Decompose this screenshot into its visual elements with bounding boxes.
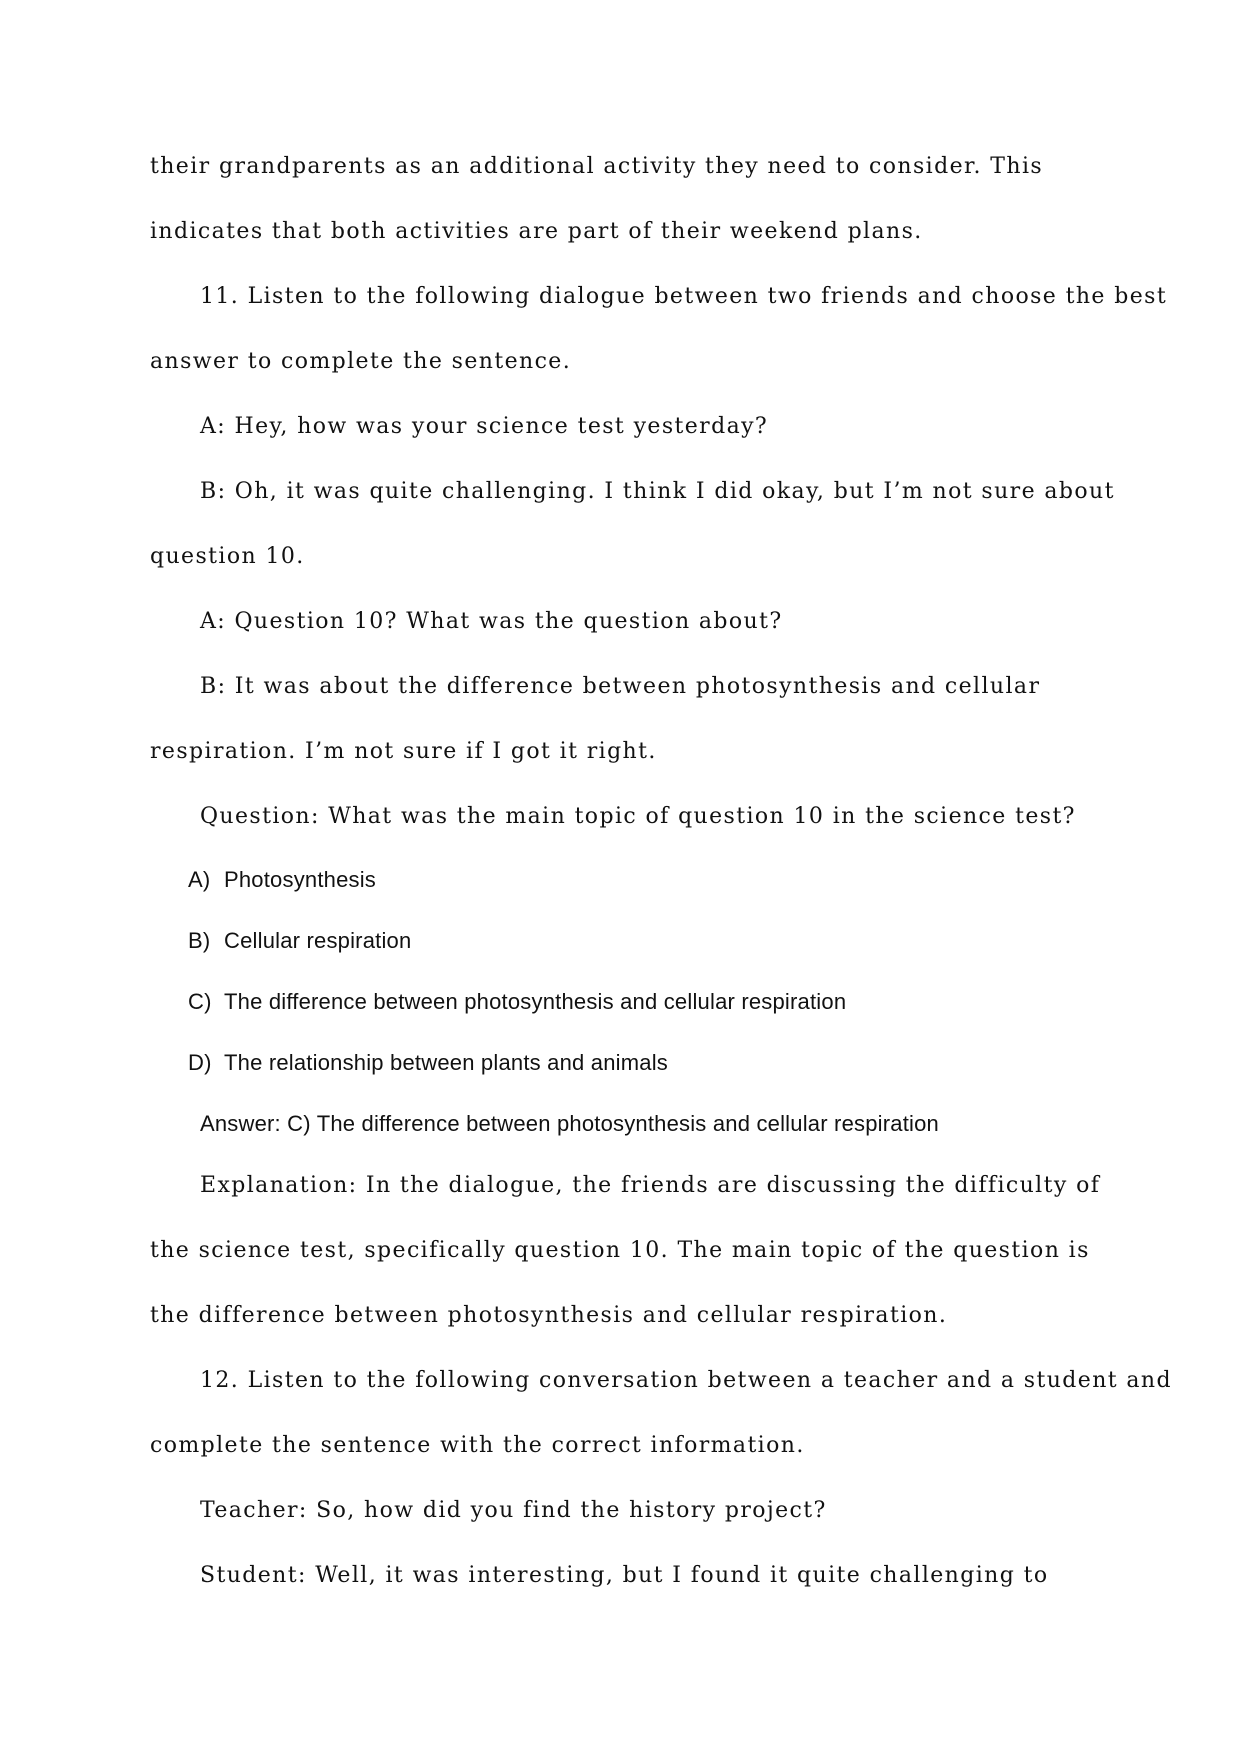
option-letter: C) — [188, 989, 212, 1014]
question-text: Question: What was the main topic of question 10 in the science test? — [200, 804, 1076, 829]
explanation-line: Explanation: In the dialogue, the friends are discussing the difficulty of — [200, 1173, 1101, 1198]
explanation-line: the difference between photosynthesis and cellular respiration. — [150, 1303, 948, 1328]
dialogue-line-cont: question 10. — [150, 544, 305, 569]
option-b — [188, 926, 411, 956]
explanation-line: the science test, specifically question 10. The main topic of the question is — [150, 1238, 1090, 1263]
dialogue-line: Teacher: So, how did you find the history project? — [200, 1498, 827, 1523]
dialogue-line: A: Hey, how was your science test yesterday? — [200, 414, 769, 439]
option-letter: D) — [188, 1050, 212, 1075]
option-text: The difference between photosynthesis and cellular respiration — [224, 989, 847, 1014]
option-c — [188, 987, 846, 1017]
option-text: Photosynthesis — [224, 867, 376, 892]
option-a — [188, 865, 376, 895]
option-letter: A) — [188, 867, 211, 892]
paragraph-line: their grandparents as an additional activity they need to consider. This — [150, 154, 1044, 179]
dialogue-line: A: Question 10? What was the question about? — [200, 609, 783, 634]
dialogue-line-cont: respiration. I’m not sure if I got it right. — [150, 739, 657, 764]
dialogue-line: Student: Well, it was interesting, but I found it quite challenging to — [200, 1563, 1049, 1588]
question-11-prompt-cont: answer to complete the sentence. — [150, 349, 572, 374]
option-text: The relationship between plants and animals — [224, 1050, 668, 1075]
dialogue-line: B: Oh, it was quite challenging. I think I did okay, but I’m not sure about — [200, 479, 1115, 504]
question-11-prompt: 11. Listen to the following dialogue between two friends and choose the best — [200, 284, 1168, 309]
paragraph-line: indicates that both activities are part of their weekend plans. — [150, 219, 923, 244]
option-letter: B) — [188, 928, 211, 953]
option-text: Cellular respiration — [224, 928, 412, 953]
answer-line: Answer: C) The difference between photosynthesis and cellular respiration — [200, 1111, 939, 1136]
question-12-prompt: 12. Listen to the following conversation between a teacher and a student and — [200, 1368, 1172, 1393]
option-d — [188, 1048, 668, 1078]
question-12-prompt-cont: complete the sentence with the correct information. — [150, 1433, 805, 1458]
dialogue-line: B: It was about the difference between photosynthesis and cellular — [200, 674, 1041, 699]
